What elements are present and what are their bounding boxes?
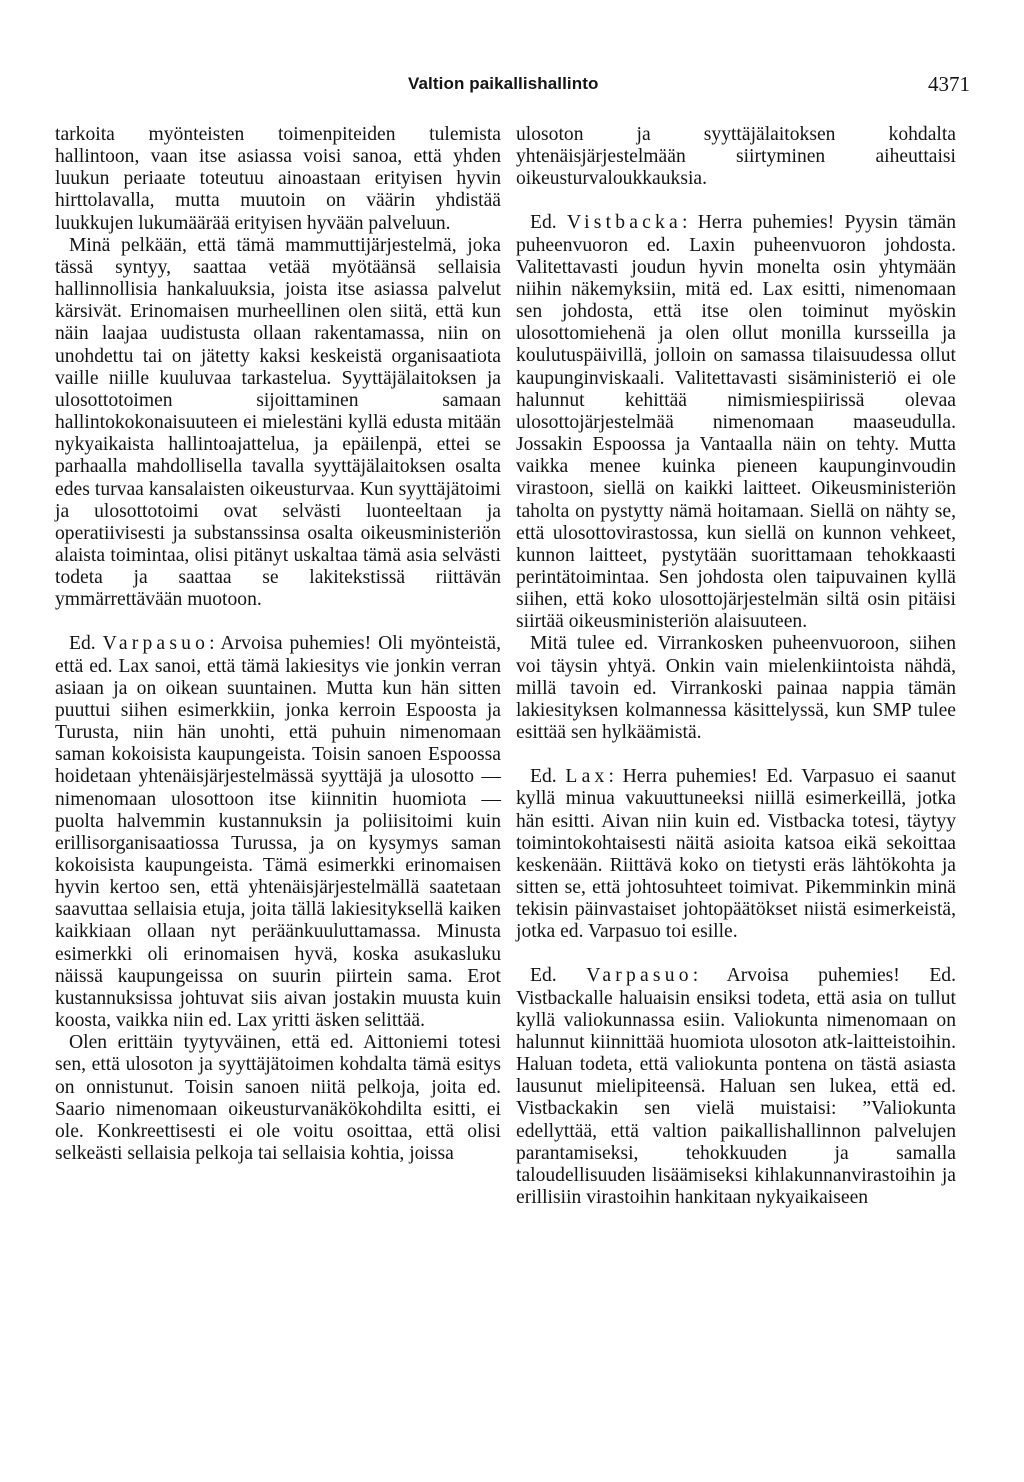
speaker-name: Vistbacka — [566, 212, 682, 234]
left-column — [55, 124, 501, 1165]
speech-body: : Arvoisa puhemies! Oli myönteistä, että ed. Lax sanoi, että tämä lakiesitys vie jonkin verran asiaan ja on oikean suuntainen. Mutta kun hän sitten puuttui siihen esimerkkiin, jonka kerroin Espoosta ja Turusta, niin hän unohti, että puhuin nimenomaan saman kokoisista kaupungeista. Toisin sanoen Espoossa hoidetaan yhtenäisjärjestelmässä syyttäjä ja ulosotto — nimenomaan ulosottoon itse kiinnitin huomiota — puolta halvemmin kustannuksin ja poliisitoimi kuin erillisorganisaatiossa Turussa, ja on kysymys saman kokoisista kaupungeista. Tämä esimerkki erinomaisen hyvin kertoo sen, että yhtenäisjärjestelmällä saatetaan saavuttaa sellaisia etuja, joita tällä lakiesityksellä kaiken kaikkiaan ollaan nyt peräänkuuluttamassa. Minusta esimerkki oli erinomaisen hyvä, koska asukasluku näissä kaupungeissa on suurin piirtein sama. Erot kustannuksissa johtuvat siis aivan jostakin muusta kuin koosta, vaikka niin ed. Lax yritti äsken selittää. — [55, 633, 501, 1032]
speaker-name: Varpasuo — [586, 965, 693, 987]
speech-prefix: Ed. — [530, 212, 567, 234]
page-number: 4371 — [928, 72, 970, 96]
paragraph-4: Olen erittäin tyytyväinen, että ed. Aittoniemi totesi sen, että ulosoton ja syyttäjätoimen kohdalta tämä esitys on onnistunut. Toisin sanoen niitä pelkoja, joita ed. Saario nimenomaan oikeusturvanäkökohdilta esitti, ei ole. Konkreettisesti ei ole voitu osoittaa, että olisi selkeästi sellaisia pelkoja tai sellaisia kohtia, joissa — [55, 1032, 501, 1165]
speech-prefix: Ed. — [530, 965, 587, 987]
speech-vistbacka — [516, 212, 956, 633]
right-column — [516, 124, 956, 1209]
speech-varpasuo-2 — [516, 965, 956, 1209]
speaker-name: Varpasuo — [102, 633, 210, 655]
speech-prefix: Ed. — [69, 633, 103, 655]
speech-body: : Herra puhemies! Ed. Varpasuo ei saanut kyllä minua vakuuttuneeksi niillä esimerkeillä, jotka hän esitti. Aivan niin kuin ed. Vistbacka totesi, täytyy toimintokohtaisesti näitä asioita katsoa eikä sekoittaa keskenään. Riittävä koko on tietysti eräs lähtökohta ja sitten se, että johtosuhteet toimivat. Pikemminkin minä tekisin päinvastaiset johtopäätökset niistä esimerkeistä, jotka ed. Varpasuo toi esille. — [516, 766, 956, 943]
running-title: Valtion paikallishallinto — [408, 74, 599, 93]
paragraph-1: tarkoita myönteisten toimenpiteiden tulemista hallintoon, vaan itse asiassa voisi sanoa, että yhden luukun periaate toteutuu ainoastaan erityisen hyvin hirttolavalla, mutta muutoin on väärin yhdistää luukkujen lukumäärää erityisen hyvään palveluun. — [55, 124, 501, 234]
paragraph-2: Minä pelkään, että tämä mammuttijärjestelmä, joka tässä syntyy, saattaa vetää myötäänsä sellaisia hallinnollisia hankaluuksia, joista itse asiassa palvelut kärsivät. Erinomaisen murheellinen olen siitä, että kun näin laajaa uudistusta ollaan rakentamassa, niin on unohdettu tai on jätetty kaksi keskeistä organisaatiota vaille niille kuuluvaa tarkastelua. Syyttäjälaitoksen ja ulosottotoimen sijoittaminen samaan hallintokokonaisuuteen ei mielestäni kyllä edusta mitään nykyaikaista hallintoajattelua, ja epäilenpä, ettei se parhaalla mahdollisella tavalla syyttäjälaitoksen osalta edes turvaa kansalaisten oikeusturvaa. Kun syyttäjätoimi ja ulosottotoimi ovat selvästi luonteeltaan ja operatiivisesti ja substanssinsa osalta oikeusministeriön alaista toimintaa, olisi pitänyt uskaltaa tämä asia selvästi todeta ja saattaa se lakitekstissä riittävän ymmärrettävään muotoon. — [55, 234, 501, 611]
speech-prefix: Ed. — [530, 766, 566, 788]
speech-body: : Herra puhemies! Pyysin tämän puheenvuoron ed. Laxin puheenvuoron johdosta. Valitettavasti joudun hyvin monelta osin yhtymään niihin näkemyksiin, mitä ed. Lax esitti, nimenomaan sen johdosta, että itse olen toiminut myöskin ulosottomiehenä ja olen ollut monilla kursseilla ja koulutuspäivillä, jolloin on samassa tilaisuudessa ollut kaupunginviskaali. Valitettavasti sisäministeriö ei ole halunnut kehittää nimismiespiirissä olevaa ulosottojärjestelmää nimenomaan maaseudulla. Jossakin Espoossa ja Vantaalla näin on tehty. Mutta vaikka menee kuinka pieneen kaupunginvoudin virastoon, siellä on kaikki laitteet. Oikeusministeriön taholta on pystytty nämä hoitamaan. Siellä on nähty se, että ulosottovirastossa, kun siellä on kunnon vehkeet, kunnon laitteet, pystytään suorittamaan tehokkaasti perintätoimintaa. Sen johdosta olen taipuvainen kyllä siihen, että koko ulosottojärjestelmän siltä osin pitäisi siirtää oikeusministeriön alaisuuteen. — [516, 212, 957, 633]
paragraph-virrankoski: Mitä tulee ed. Virrankosken puheenvuoroon, siihen voi täysin yhtyä. Onkin vain mielenkiintoista nähdä, millä tavoin ed. Virrankoski painaa nappia tämän lakiesityksen kolmannessa käsittelyssä, kun SMP tulee esittää sen hylkäämistä. — [516, 633, 956, 744]
paragraph-continued: ulosoton ja syyttäjälaitoksen kohdalta yhtenäisjärjestelmään siirtyminen aiheuttaisi oikeusturvaloukkauksia. — [516, 124, 956, 190]
speaker-name: Lax — [565, 766, 609, 788]
running-header — [0, 74, 1024, 102]
speech-varpasuo-1 — [55, 633, 501, 1032]
speech-lax — [516, 766, 956, 943]
speech-body: : Arvoisa puhemies! Ed. Vistbackalle haluaisin ensiksi todeta, että asia on tullut kyllä valiokunnassa esiin. Valiokunta nimenomaan on halunnut kiinnittää huomiota ulosoton atk-laitteistoihin. Haluan todeta, että valiokunta pontena on tästä asiasta lausunut mielipiteensä. Haluan sen lukea, että ed. Vistbackakin sen vielä muistaisi: ”Valiokunta edellyttää, että valtion paikallishallinnon palvelujen parantamiseksi, tehokkuuden ja samalla taloudellisuuden lisäämiseksi kihlakunnanvirastoihin ja erillisiin virastoihin hankitaan nykyaikaiseen — [516, 965, 957, 1209]
